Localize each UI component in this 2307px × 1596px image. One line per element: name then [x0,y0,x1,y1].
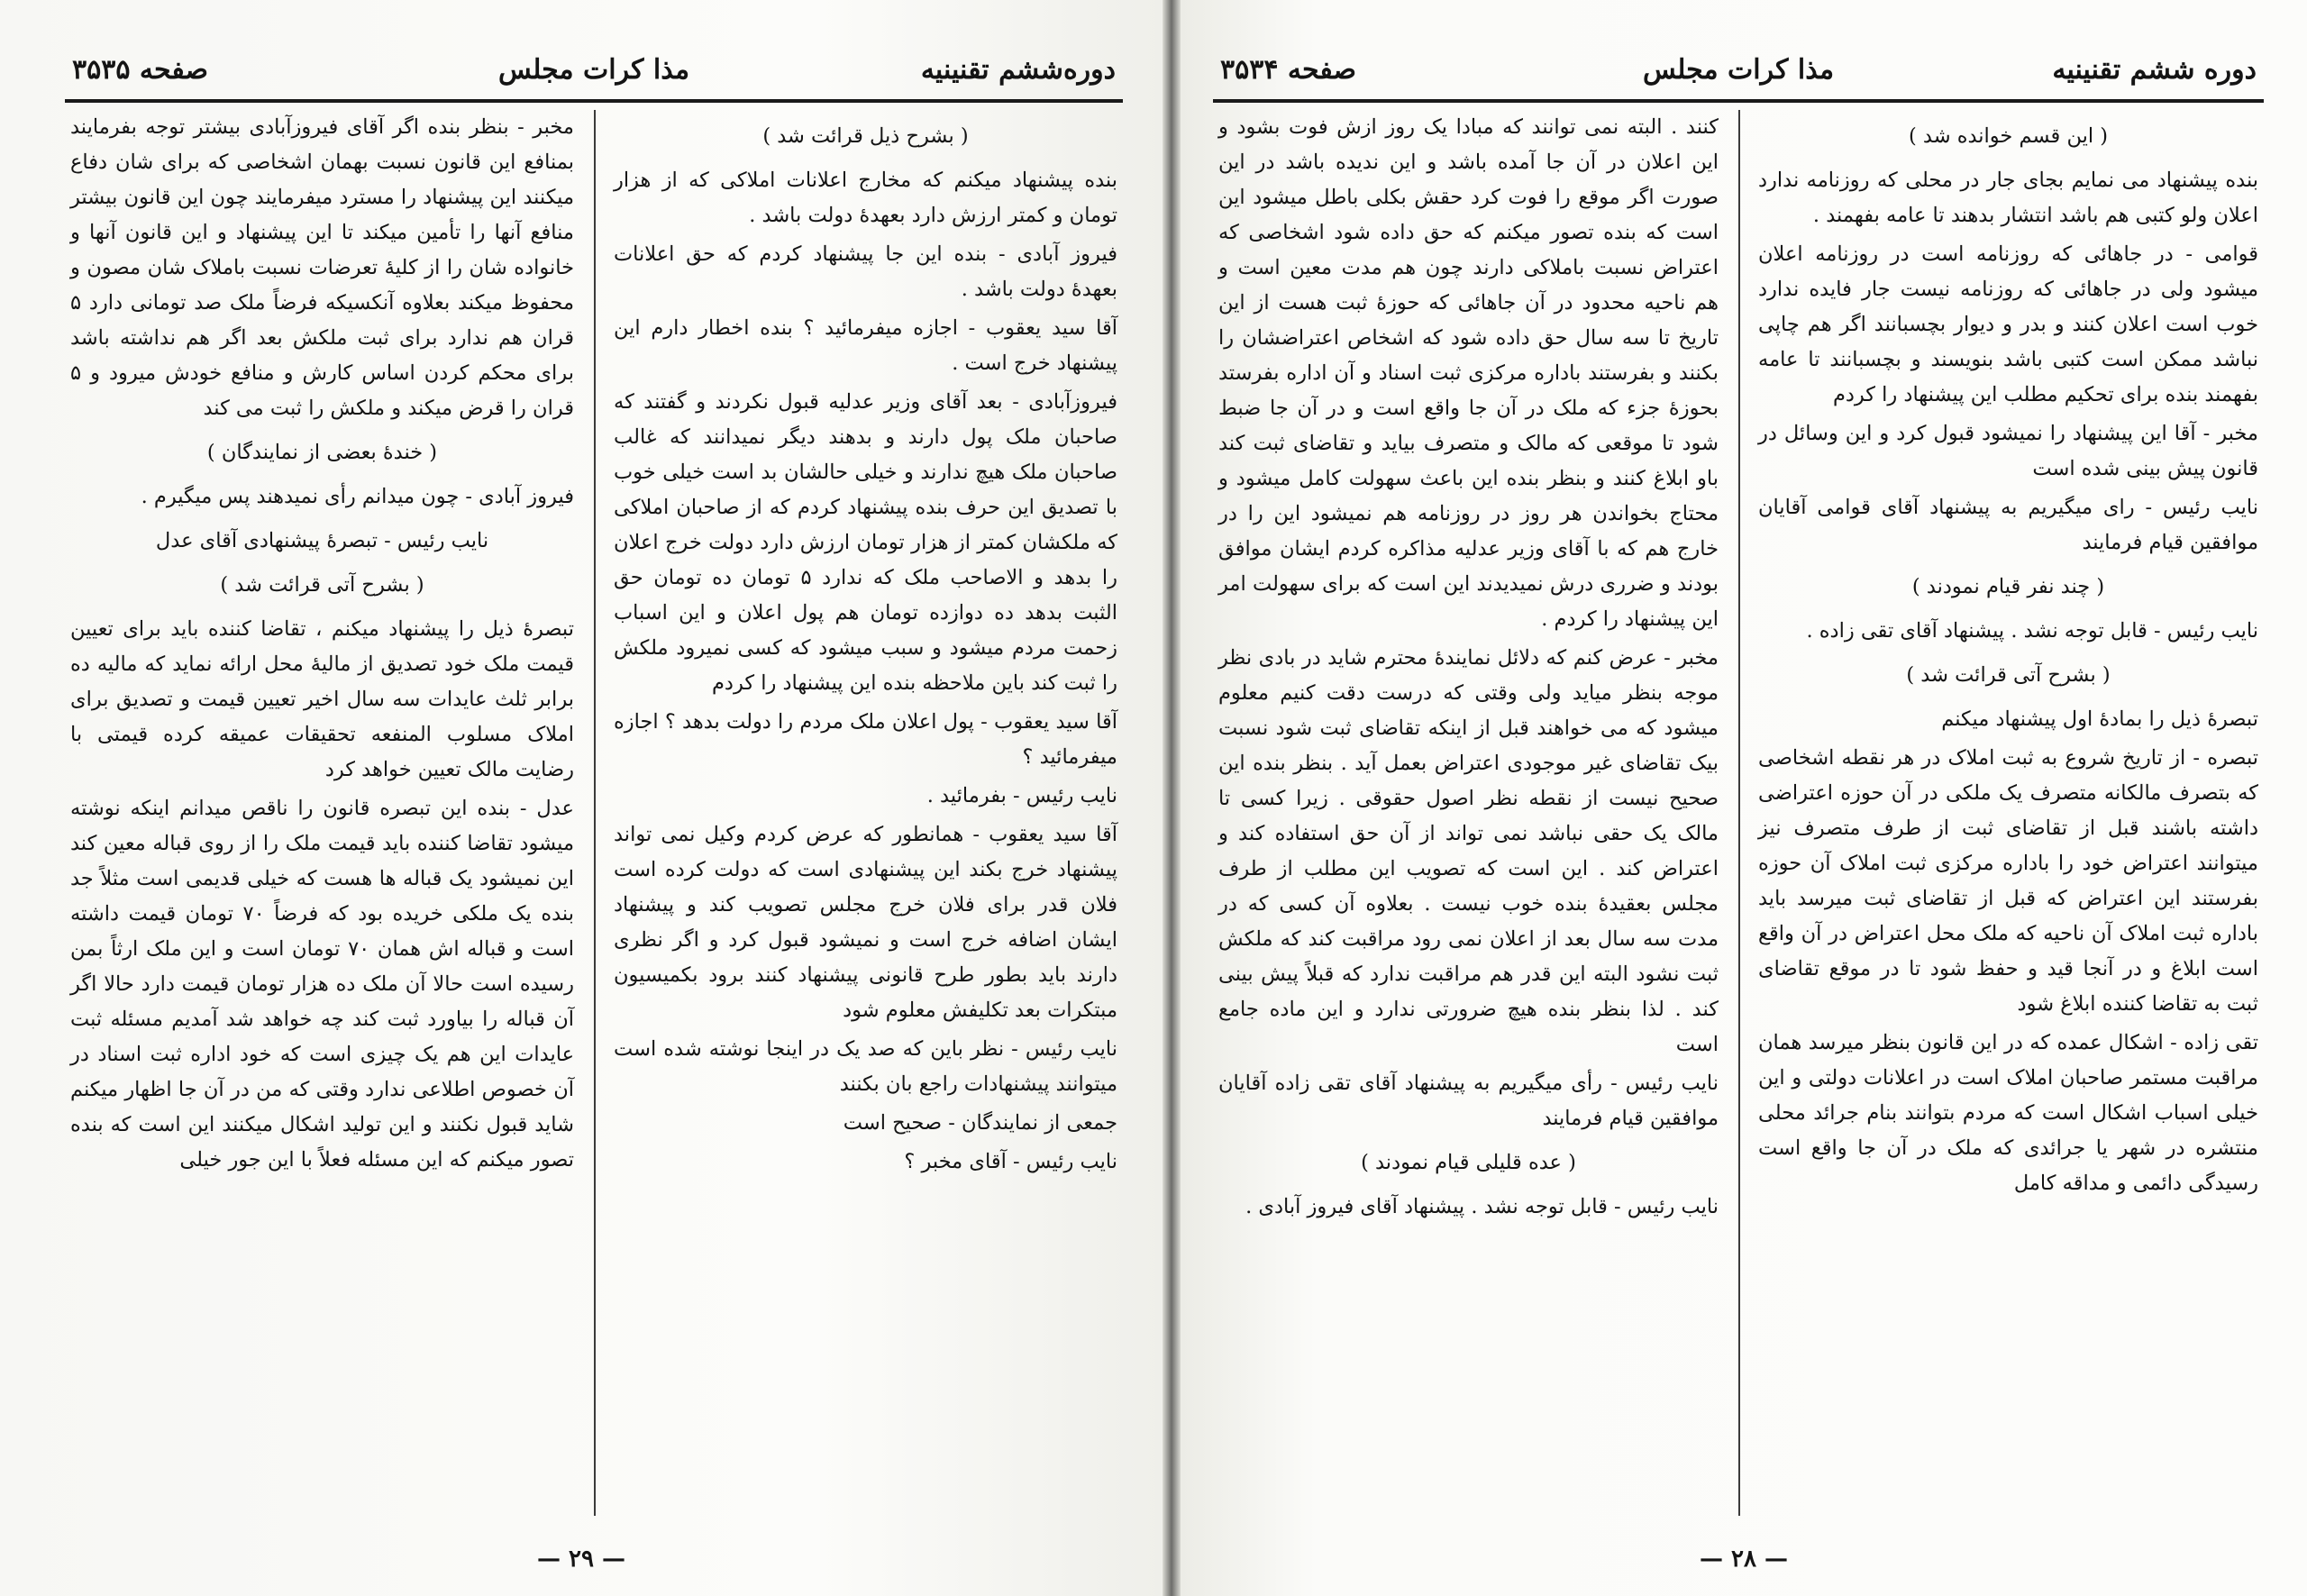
section-heading: ( چند نفر قیام نمودند ) [1911,575,2105,598]
left-page-header-rule [65,99,1123,103]
paragraph: نایب رئیس - قابل توجه نشد . پیشنهاد آقای تقی زاده . [1806,619,2258,643]
right-page-left-column [1213,110,1738,1543]
paragraph: مخبر - آقا این پیشنهاد را نمیشود قبول کرد و این وسائل در قانون پیش بینی شده است [1758,422,2258,480]
left-page-right-column [594,110,1123,1543]
right-page-column-divider [1738,110,1740,1516]
right-page-header-rule [1213,99,2264,103]
left-page-columns [65,110,1123,1543]
paragraph: آقا سید یعقوب - پول اعلان ملک مردم را دولت بدهد ؟ اجازه میفرمائید ؟ [614,710,1117,769]
paragraph: تبصره - از تاریخ شروع به ثبت املاک در هر نقطه اشخاصی که بتصرف مالکانه متصرف یک ملکی در آن حوزه اعتراضی داشته باشند قبل از تقاضای ثبت از طرف متصرف نیز میتوانند اعتراض خود را باداره مرکزی ثبت املاک آن حوزه بفرستند این اعتراض که قبل از تقاضای ثبت میرسد باید باداره ثبت املاک آن ناحیه که ملک محل اعتراض در آن واقع است ابلاغ و در آنجا قید و حفظ شود تا در موقع تقاضای ثبت به تقاضا کننده ابلاغ شود [1758,746,2258,1016]
section-heading: ( بشرح آتی قرائت شد ) [220,573,424,597]
paragraph: بنده پیشنهاد میکنم که مخارج اعلانات املاکی که از هزار تومان و کمتر ارزش دارد بعهدهٔ دولت باشد . [614,169,1117,227]
section-heading: نایب رئیس - تبصرهٔ پیشنهادی آقای عدل [155,529,489,552]
paragraph: مخبر - عرض کنم که دلائل نمایندهٔ محترم شاید در بادی نظر موجه بنظر میاید ولی وقتی که درست دقت کنیم معلوم میشود که می خواهند قبل از اینکه تقاضای ثبت شود نسبت بیک تقاضای غیر موجودی اعتراض بعمل آید . بنظر بنده این صحیح نیست از نقطه نظر اصول حقوقی . زیرا کسی تا مالک یک حقی نباشد نمی تواند از آن حق استفاده کند و اعتراض کند . این است که تصویب این مطلب از طرف مجلس بعقیدهٔ بنده خوب نیست . بعلاوه آن کسی که در مدت سه سال بعد از اعلان نمی رود مراقبت کند که ملکش ثبت نشود البته این قدر هم مراقبت ندارد که قبلاً پیش بینی کند . لذا بنظر بنده هیچ ضرورتی ندارد و این ماده جامع است [1218,646,1719,1056]
paragraph: قوامی - در جاهائی که روزنامه است در روزنامه اعلان میشود ولی در جاهائی که روزنامه نیست جار فایده ندارد خوب است اعلان کنند و بدر و دیوار بچسبانند اگر هم چاپی نباشد ممکن است کتبی باشد بنویسند و بچسبانند تا عامه بفهمند بنده برای تحکیم مطلب این پیشنهاد را کردم [1758,242,2258,406]
right-page-right-column [1738,110,2264,1543]
paragraph: فیروز آبادی - بنده این جا پیشنهاد کردم که حق اعلانات بعهدهٔ دولت باشد . [614,242,1117,301]
left-page-folio: — ۲۹ — [536,1546,626,1573]
paragraph: نایب رئیس - رای میگیریم به پیشنهاد آقای قوامی آقایان موافقین قیام فرمایند [1758,496,2258,554]
paragraph: تقی زاده - اشکال عمده که در این قانون بنظر میرسد همان مراقبت مستمر صاحبان املاک است در اعلانات دولتی و این خیلی اسباب اشکال است که مردم بتوانند بنام جرائد محلی منتشره در شهر یا جرائدی که ملک در آن جا واقع است رسیدگی دائمی و مداقه کامل [1758,1031,2258,1195]
paragraph: آقا سید یعقوب - همانطور که عرض کردم وکیل نمی تواند پیشنهاد خرج بکند این پیشنهادی است که دولت کرده است فلان قدر برای فلان خرج مجلس تصویب کند و پیشنهاد ایشان اضافه خرج است و نمیشود قبول کرد و اگر نظری دارند باید بطور طرح قانونی پیشنهاد کنند برود بکمیسیون مبتکرات بعد تکلیفش معلوم شود [614,823,1117,1022]
paragraph: بنده پیشنهاد می نمایم بجای جار در محلی که روزنامه ندارد اعلان ولو کتبی هم باشد انتشار بدهند تا عامه بفهمند . [1758,169,2258,227]
paragraph: کنند . البته نمی توانند که مبادا یک روز ازش فوت بشود و این اعلان در آن جا آمده باشد و این ندیده باشد در این صورت اگر موقع را فوت کرد حقش بکلی باطل میشود این است که بنده تصور میکنم که حق داده شود اشخاصی که اعتراض نسبت باملاکی دارند چون هم مدت معین است و هم ناحیه محدود در آن جاهائی که حوزهٔ ثبت هست از این تاریخ تا سه سال حق داده شود که اشخاص اعتراضشان را بکنند و بفرستند باداره مرکزی ثبت اسناد و آن اداره بفرستد بحوزهٔ جزء که ملک در آن جا واقع است و در آن جا ضبط شود تا موقعی که مالک و متصرف بیاید و تقاضای ثبت کند باو ابلاغ کنند و بنظر بنده این باعث سهولت کامل میشود و محتاج بخواندن هر روز در روزنامه هم نمیشود این را در خارج هم که با آقای وزیر عدلیه مذاکره کردم ایشان موافق بودند و ضرری درش نمیدیدند این است که برای سهولت امر این پیشنهاد را کردم . [1218,115,1719,631]
right-page-period-label: دوره ششم تقنینیه [2052,54,2257,86]
right-page-running-title: مذا کرات مجلس [1642,54,1835,86]
paragraph: آقا سید یعقوب - اجازه میفرمائید ؟ بنده اخطار دارم این پیشنهاد خرج است . [614,316,1117,375]
paragraph: تبصرهٔ ذیل را بمادهٔ اول پیشنهاد میکنم [1941,707,2258,731]
section-heading: ( بشرح آتی قرائت شد ) [1906,663,2111,687]
right-page-header [1213,47,2264,99]
paragraph: تبصرهٔ ذیل را پیشنهاد میکنم ، تقاضا کننده باید برای تعیین قیمت ملک خود تصدیق از مالیهٔ محل ارائه نماید که مالیه ده برابر ثلث عایدات سه سال اخیر تعیین قیمت و تصدیق برای املاک مسلوب المنفعه تحقیقات عمیقه کرده قیمتی با رضایت مالک تعیین خواهد کرد [70,617,574,781]
section-heading: ( این قسم خوانده شد ) [1908,124,2109,148]
left-page-header [65,47,1123,99]
book-gutter [1163,0,1181,1596]
left-page-left-column [65,110,594,1543]
right-page-columns [1213,110,2264,1543]
left-page-column-divider [594,110,596,1516]
section-heading: ( عده قلیلی قیام نمودند ) [1361,1151,1576,1174]
paragraph: نایب رئیس - بفرمائید . [926,784,1117,807]
right-page-page-number: صفحه ۳۵۳۴ [1220,54,1356,86]
paragraph: نایب رئیس - نظر باین که صد یک در اینجا نوشته شده است میتوانند پیشنهادات راجع بان بکنند [614,1037,1117,1096]
paragraph: نایب رئیس - آقای مخبر ؟ [904,1150,1117,1173]
paragraph: جمعی از نمایندگان - صحیح است [843,1111,1117,1135]
paragraph: عدل - بنده این تبصره قانون را ناقص میدانم اینکه نوشته میشود تقاضا کننده باید قیمت ملک را از روی قباله معین کند این نمیشود یک قباله ها هست که خیلی قدیمی است مثلاً جد بنده یک ملکی خریده بود که فرضاً ۷۰ تومان قیمت داشته است و قباله اش همان ۷۰ تومان است و این ملک ارثاً بمن رسیده است حالا آن ملک ده هزار تومان قیمت دارد حالا اگر آن قباله را بیاورد ثبت کند چه خواهد شد آمدیم مسئله ثبت عایدات این هم یک چیزی است که خود اداره ثبت اسناد در آن خصوص اطلاعی ندارد وقتی که من در آن جا اظهار میکنم شاید قبول نکنند و این تولید اشکال میکنند این است که بنده تصور میکنم که این مسئله فعلاً با این جور خیلی [70,797,574,1172]
paragraph: نایب رئیس - قابل توجه نشد . پیشنهاد آقای فیروز آبادی . [1245,1195,1719,1218]
paragraph: مخبر - بنظر بنده اگر آقای فیروزآبادی بیشتر توجه بفرمایند بمنافع این قانون نسبت بهمان اشخاصی که برای شان دفاع میکنند این پیشنهاد را مسترد میفرمایند چون این قانون بیشتر منافع آنها را تأمین میکند تا این پیشنهاد و این قانون آنها و خانواده شان را از کلیهٔ تعرضات نسبت باملاک شان مصون و محفوظ میکند بعلاوه آنکسیکه فرضاً ملک صد تومانی دارد ۵ قران هم ندارد برای ثبت ملکش بعد اگر هم نداشته باشد برای محکم کردن اساس کارش و منافع خودش میرود و ۵ قران را قرض میکند و ملکش را ثبت می کند [70,115,574,420]
paragraph: نایب رئیس - رأی میگیریم به پیشنهاد آقای تقی زاده آقایان موافقین قیام فرمایند [1218,1072,1719,1130]
left-page-page-number: صفحه ۳۵۳۵ [72,54,208,86]
right-page [1181,0,2307,1596]
paragraph: فیروزآبادی - بعد آقای وزیر عدلیه قبول نکردند و گفتند که صاحبان ملک پول دارند و بدهند دیگر نمیدانند که غالب صاحبان ملک هیچ ندارند و خیلی حالشان بد است خیلی خوب با تصدیق این حرف بنده پیشنهاد کردم که از صاحبان املاکی که ملکشان کمتر از هزار تومان ارزش دارد دولت خرج اعلان را بدهد و الاصاحب ملک که ندارد ۵ تومان ده تومان حق الثبت بدهد ده دوازده تومان هم پول اعلان و این اسباب زحمت مردم میشود و سبب میشود که کسی نمیرود ملکش را ثبت کند باین ملاحظه بنده این پیشنهاد را کردم [614,390,1117,695]
right-page-folio: — ۲۸ — [1699,1546,1789,1573]
section-heading: ( بشرح ذیل قرائت شد ) [762,124,969,148]
paragraph: فیروز آبادی - چون میدانم رأی نمیدهند پس میگیرم . [141,485,574,508]
left-page-period-label: دوره‌ششم تقنینیه [920,54,1116,86]
section-heading: ( خندهٔ بعضی از نمایندگان ) [206,441,438,464]
left-page-running-title: مذا کرات مجلس [497,54,690,86]
